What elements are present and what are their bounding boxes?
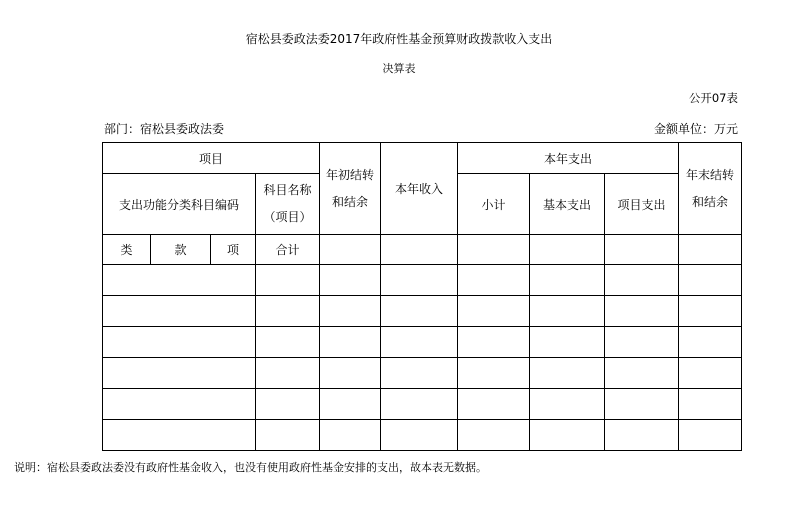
table-row	[103, 296, 742, 327]
table-cell	[530, 327, 605, 358]
table-cell	[605, 296, 679, 327]
subject-name-header: 科目名称 （项目）	[256, 174, 320, 235]
expense-header: 本年支出	[458, 143, 679, 174]
table-cell	[381, 265, 458, 296]
table-cell	[103, 389, 256, 420]
table-row	[103, 265, 742, 296]
table-row	[103, 358, 742, 389]
table-cell	[320, 420, 381, 451]
begin-balance-header: 年初结转 和结余	[320, 143, 381, 235]
project-header: 项目	[103, 143, 320, 174]
table-cell	[381, 235, 458, 265]
budget-table	[102, 142, 742, 451]
table-row	[103, 389, 742, 420]
table-cell	[256, 358, 320, 389]
table-cell	[605, 327, 679, 358]
table-cell	[256, 265, 320, 296]
report-subtitle: 决算表	[382, 62, 416, 75]
table-cell	[458, 358, 530, 389]
table-cell	[320, 265, 381, 296]
amount-unit-label: 金额单位：万元	[653, 122, 738, 136]
table-cell	[103, 265, 256, 296]
table-cell	[679, 358, 742, 389]
income-header: 本年收入	[381, 143, 458, 235]
table-cell	[256, 327, 320, 358]
report-title: 宿松县委政法委2017年政府性基金预算财政拨款收入支出	[245, 32, 553, 46]
table-cell	[679, 265, 742, 296]
department-label: 部门：宿松县委政法委	[104, 122, 225, 136]
table-cell	[458, 296, 530, 327]
table-cell	[530, 420, 605, 451]
table-cell	[103, 327, 256, 358]
table-cell	[530, 389, 605, 420]
table-cell	[256, 389, 320, 420]
table-cell	[530, 265, 605, 296]
table-cell	[605, 235, 679, 265]
explanation-note: 说明：宿松县委政法委没有政府性基金收入，也没有使用政府性基金安排的支出，故本表无数据。	[14, 461, 487, 474]
table-row	[103, 420, 742, 451]
basic-expense-header: 基本支出	[530, 174, 605, 235]
table-cell	[458, 389, 530, 420]
table-cell	[605, 265, 679, 296]
table-cell	[320, 235, 381, 265]
table-cell	[458, 420, 530, 451]
form-number: 公开07表	[688, 91, 738, 105]
table-cell	[530, 235, 605, 265]
table-cell	[103, 358, 256, 389]
table-cell	[381, 358, 458, 389]
table-cell	[605, 389, 679, 420]
table-cell	[530, 296, 605, 327]
table-cell	[320, 358, 381, 389]
table-cell	[605, 358, 679, 389]
table-cell	[381, 296, 458, 327]
total-label: 合计	[256, 235, 320, 265]
table-cell	[103, 420, 256, 451]
table-cell	[679, 389, 742, 420]
table-cell	[381, 420, 458, 451]
table-cell	[320, 296, 381, 327]
item-label: 项	[211, 235, 256, 265]
table-cell	[103, 296, 256, 327]
end-balance-header: 年末结转 和结余	[679, 143, 742, 235]
table-cell	[458, 327, 530, 358]
table-row	[103, 327, 742, 358]
section-label: 款	[151, 235, 211, 265]
table-cell	[256, 420, 320, 451]
table-cell	[530, 358, 605, 389]
func-code-header: 支出功能分类科目编码	[103, 174, 256, 235]
table-cell	[320, 327, 381, 358]
project-expense-header: 项目支出	[605, 174, 679, 235]
table-cell	[458, 235, 530, 265]
table-cell	[679, 327, 742, 358]
table-cell	[381, 389, 458, 420]
subtotal-header: 小计	[458, 174, 530, 235]
table-cell	[458, 265, 530, 296]
class-label: 类	[103, 235, 151, 265]
table-cell	[381, 327, 458, 358]
table-cell	[320, 389, 381, 420]
table-cell	[605, 420, 679, 451]
table-cell	[679, 296, 742, 327]
table-cell	[679, 420, 742, 451]
table-cell	[679, 235, 742, 265]
table-cell	[256, 296, 320, 327]
